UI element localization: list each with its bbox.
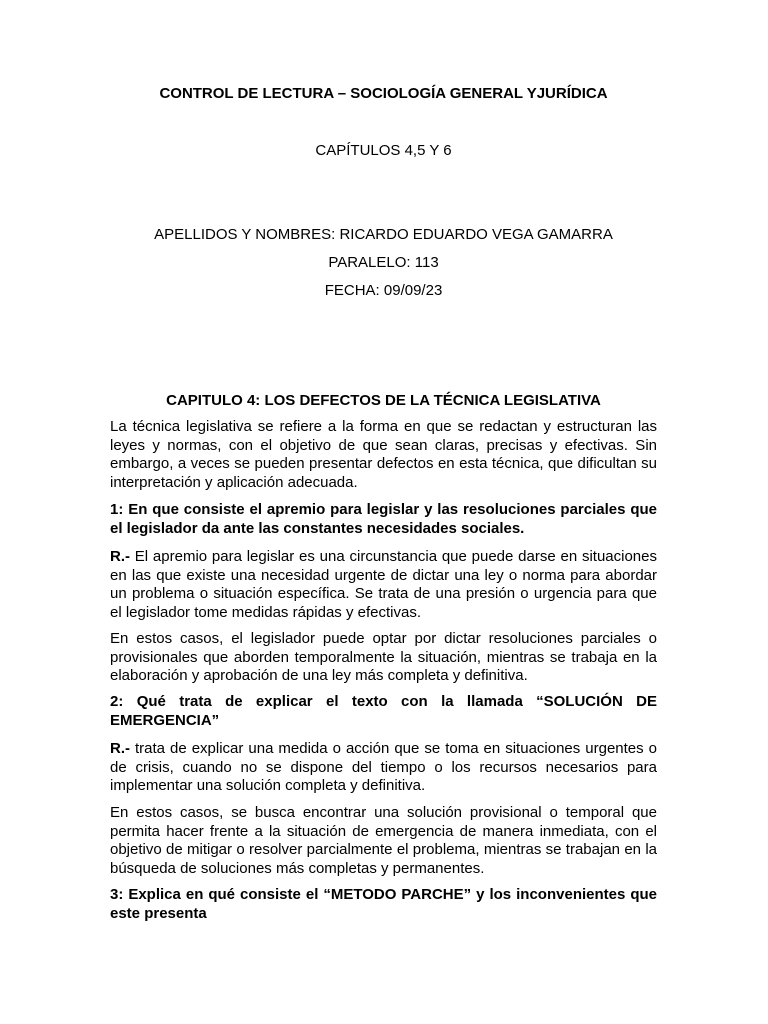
student-names: APELLIDOS Y NOMBRES: RICARDO EDUARDO VEGA GAMARRA bbox=[154, 226, 613, 243]
chapter-heading: CAPITULO 4: LOS DEFECTOS DE LA TÉCNICA LEGISLATIVA bbox=[166, 392, 601, 409]
answer-label: R.- bbox=[110, 740, 130, 757]
question-1: 1: En que consiste el apremio para legislar y las resoluciones parciales que el legislador da ante las constantes necesidades sociales. bbox=[110, 501, 657, 537]
answer-label: R.- bbox=[110, 548, 130, 565]
question-2: 2: Qué trata de explicar el texto con la llamada “SOLUCIÓN DE EMERGENCIA” bbox=[110, 693, 657, 729]
chapters-line: CAPÍTULOS 4,5 Y 6 bbox=[315, 142, 452, 159]
answer-1-continued: En estos casos, el legislador puede optar por dictar resoluciones parciales o provisionales que aborden temporalmente la situación, mientras se trabaja en la elaboración y aprobación de una ley más completa y definitiva. bbox=[110, 630, 657, 684]
intro-paragraph: La técnica legislativa se refiere a la forma en que se redactan y estructuran las leyes y normas, con el objetivo de que sean claras, precisas y efectivas. Sin embargo, a veces se pueden presentar defectos en esta técnica, que dificultan su interpretación y aplicación adecuada. bbox=[110, 418, 657, 491]
question-3: 3: Explica en qué consiste el “METODO PARCHE” y los inconvenientes que este presenta bbox=[110, 886, 657, 922]
answer-2-continued: En estos casos, se busca encontrar una solución provisional o temporal que permita hacer frente a la situación de emergencia de manera inmediata, con el objetivo de mitigar o resolver parcialmente el problema, mientras se trabajan en la búsqueda de soluciones más completas y permanentes. bbox=[110, 804, 657, 877]
answer-2-text: trata de explicar una medida o acción que se toma en situaciones urgentes o de crisis, cuando no se dispone del tiempo o los recursos necesarios para implementar una solución completa y definitiva. bbox=[110, 740, 657, 794]
paralelo-line: PARALELO: 113 bbox=[328, 254, 439, 271]
answer-2 bbox=[110, 740, 657, 796]
document-title: CONTROL DE LECTURA – SOCIOLOGÍA GENERAL YJURÍDICA bbox=[159, 85, 608, 102]
answer-1-text: El apremio para legislar es una circunstancia que puede darse en situaciones en las que existe una necesidad urgente de dictar una ley o norma para abordar un problema o situación específica. Se trata de una presión o urgencia para que el legislador tome medidas rápidas y efectivas. bbox=[110, 548, 657, 621]
answer-1 bbox=[110, 548, 657, 622]
date-line: FECHA: 09/09/23 bbox=[324, 282, 443, 299]
